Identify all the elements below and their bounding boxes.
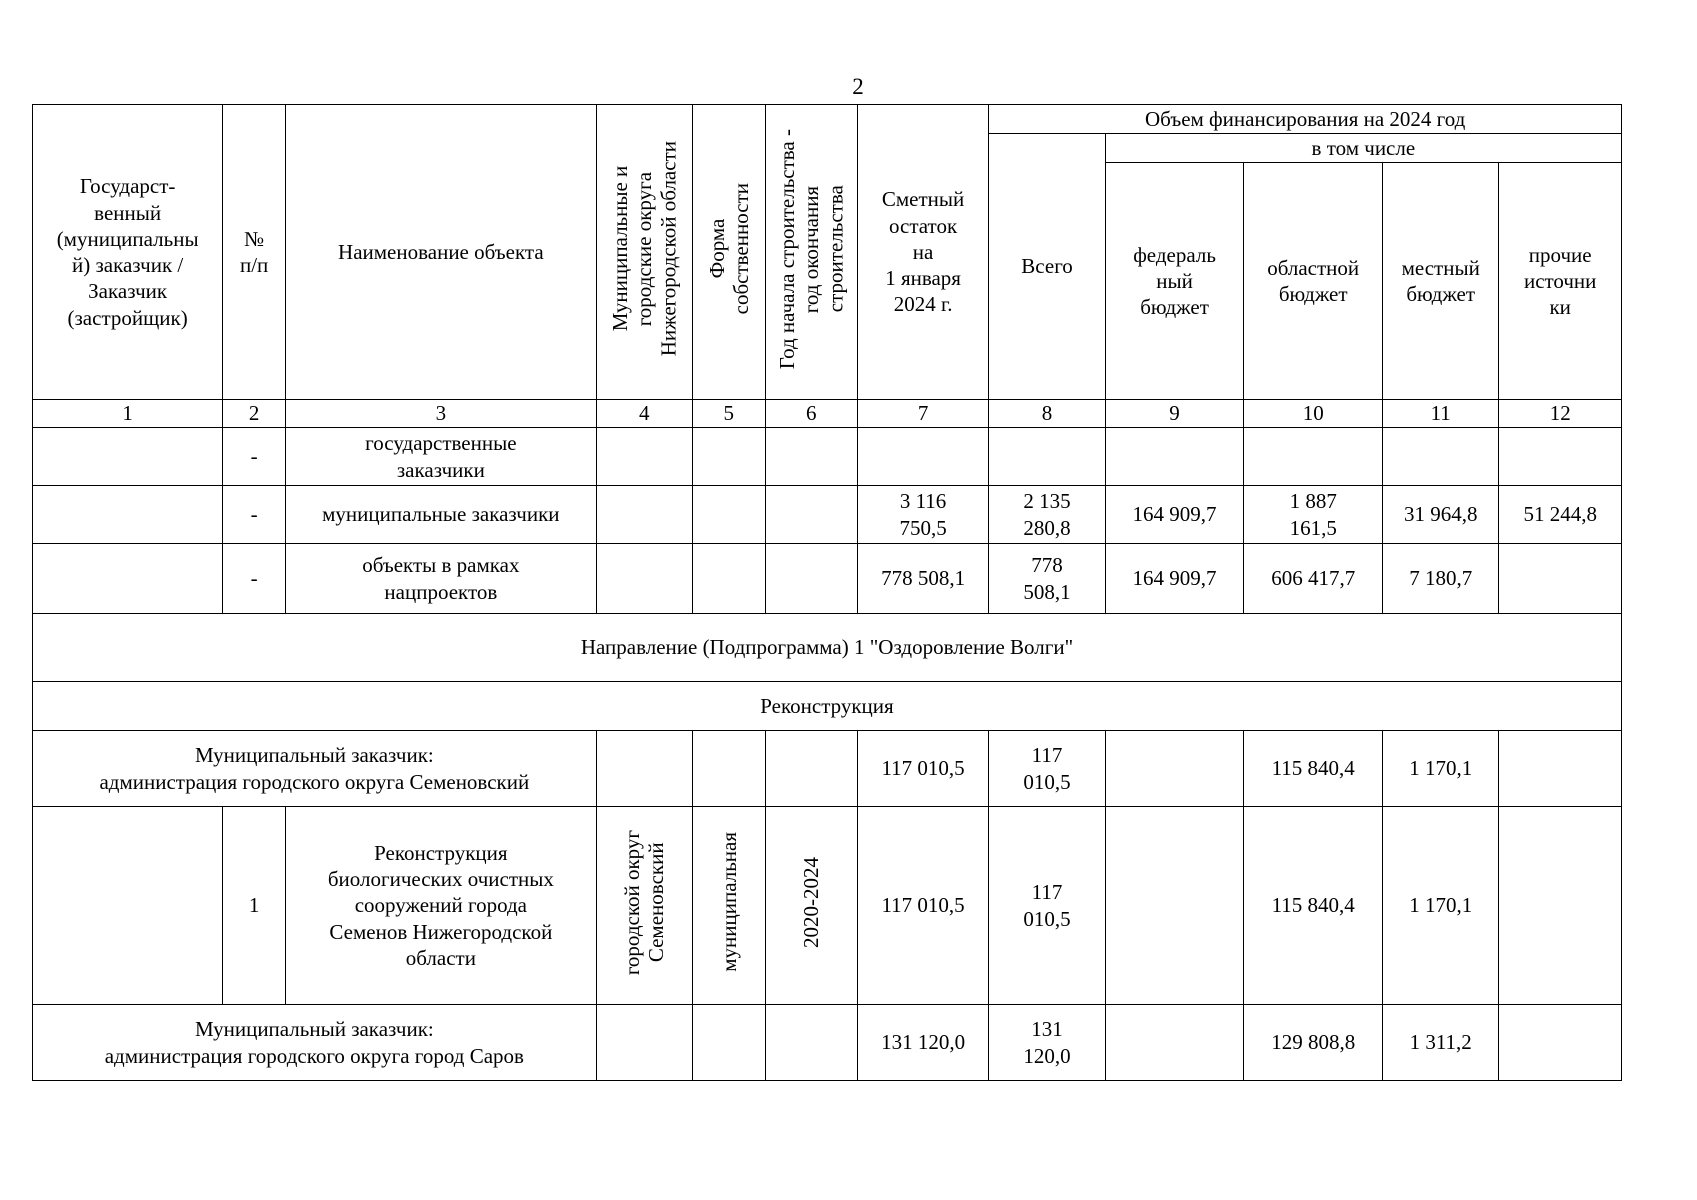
column-number: 12 — [1499, 400, 1622, 428]
cell-municipality — [596, 544, 692, 614]
cell-other — [1499, 807, 1622, 1005]
cell-other — [1499, 1005, 1622, 1081]
cell-ownership: муниципальная — [692, 807, 765, 1005]
cell-municipality — [596, 486, 692, 544]
direction-title: Направление (Подпрограмма) 1 "Оздоровление Волги" — [33, 614, 1622, 682]
header-estimate: Сметный остаток на 1 января 2024 г. — [857, 105, 989, 400]
cell-ownership — [692, 544, 765, 614]
cell-total: 131 120,0 — [989, 1005, 1105, 1081]
cell-estimate — [857, 428, 989, 486]
column-number: 6 — [765, 400, 857, 428]
cell-ownership — [692, 1005, 765, 1081]
cell-years: 2020-2024 — [765, 807, 857, 1005]
section-title: Реконструкция — [33, 682, 1622, 731]
cell-years — [765, 544, 857, 614]
cell-estimate: 131 120,0 — [857, 1005, 989, 1081]
cell-other — [1499, 544, 1622, 614]
column-number: 8 — [989, 400, 1105, 428]
cell-regional: 129 808,8 — [1244, 1005, 1383, 1081]
cell-municipality — [596, 428, 692, 486]
column-number: 5 — [692, 400, 765, 428]
cell-local: 1 170,1 — [1383, 807, 1499, 1005]
table-row — [33, 544, 1622, 614]
cell-estimate: 3 116 750,5 — [857, 486, 989, 544]
header-total: Всего — [989, 134, 1105, 400]
cell-other — [1499, 731, 1622, 807]
cell-years — [765, 486, 857, 544]
cell-estimate: 117 010,5 — [857, 731, 989, 807]
cell-regional: 1 887 161,5 — [1244, 486, 1383, 544]
object-row — [33, 807, 1622, 1005]
header-number: № п/п — [223, 105, 286, 400]
header-row — [33, 105, 1622, 134]
cell-years — [765, 428, 857, 486]
column-number: 4 — [596, 400, 692, 428]
cell-name: Реконструкция биологических очистных сооружений города Семенов Нижегородской области — [286, 807, 597, 1005]
cell-total — [989, 428, 1105, 486]
cell-estimate: 778 508,1 — [857, 544, 989, 614]
cell-ownership — [692, 428, 765, 486]
cell-other — [1499, 428, 1622, 486]
header-local: местный бюджет — [1383, 163, 1499, 400]
cell-federal — [1105, 731, 1244, 807]
column-number: 11 — [1383, 400, 1499, 428]
customer-name: Муниципальный заказчик: администрация городского округа Семеновский — [33, 731, 597, 807]
cell-num: - — [223, 544, 286, 614]
cell-regional: 115 840,4 — [1244, 807, 1383, 1005]
cell-ownership — [692, 731, 765, 807]
cell-name: государственные заказчики — [286, 428, 597, 486]
cell-name: муниципальные заказчики — [286, 486, 597, 544]
cell-local: 31 964,8 — [1383, 486, 1499, 544]
cell-num: - — [223, 486, 286, 544]
cell-other: 51 244,8 — [1499, 486, 1622, 544]
header-including: в том числе — [1105, 134, 1621, 163]
cell-municipality — [596, 731, 692, 807]
cell-total: 117 010,5 — [989, 731, 1105, 807]
column-number: 7 — [857, 400, 989, 428]
cell-customer — [33, 428, 223, 486]
cell-regional — [1244, 428, 1383, 486]
table-row — [33, 428, 1622, 486]
cell-regional: 606 417,7 — [1244, 544, 1383, 614]
direction-row — [33, 614, 1622, 682]
cell-local — [1383, 428, 1499, 486]
cell-num: - — [223, 428, 286, 486]
column-number: 10 — [1244, 400, 1383, 428]
cell-federal — [1105, 807, 1244, 1005]
header-ownership: Форма собственности — [692, 105, 765, 400]
cell-local: 7 180,7 — [1383, 544, 1499, 614]
cell-ownership — [692, 486, 765, 544]
header-other: прочие источни ки — [1499, 163, 1622, 400]
cell-years — [765, 1005, 857, 1081]
column-number: 1 — [33, 400, 223, 428]
header-federal: федераль ный бюджет — [1105, 163, 1244, 400]
column-number: 2 — [223, 400, 286, 428]
header-object-name: Наименование объекта — [286, 105, 597, 400]
header-years: Год начала строительства - год окончания строительства — [765, 105, 857, 400]
cell-total: 778 508,1 — [989, 544, 1105, 614]
header-municipality: Муниципальные и городские округа Нижегородской области — [596, 105, 692, 400]
cell-federal: 164 909,7 — [1105, 486, 1244, 544]
cell-municipality — [596, 1005, 692, 1081]
page-number: 2 — [852, 74, 864, 99]
cell-years — [765, 731, 857, 807]
cell-local: 1 170,1 — [1383, 731, 1499, 807]
cell-customer — [33, 544, 223, 614]
customer-row-sarov — [33, 1005, 1622, 1081]
header-financing-title: Объем финансирования на 2024 год — [989, 105, 1622, 134]
cell-customer — [33, 486, 223, 544]
cell-customer — [33, 807, 223, 1005]
cell-total: 117 010,5 — [989, 807, 1105, 1005]
cell-municipality: городской округ Семеновский — [596, 807, 692, 1005]
cell-num: 1 — [223, 807, 286, 1005]
header-regional: областной бюджет — [1244, 163, 1383, 400]
cell-federal — [1105, 428, 1244, 486]
cell-estimate: 117 010,5 — [857, 807, 989, 1005]
cell-total: 2 135 280,8 — [989, 486, 1105, 544]
column-numbers-row — [33, 400, 1622, 428]
cell-federal — [1105, 1005, 1244, 1081]
customer-name: Муниципальный заказчик: администрация городского округа город Саров — [33, 1005, 597, 1081]
column-number: 9 — [1105, 400, 1244, 428]
cell-name: объекты в рамках нацпроектов — [286, 544, 597, 614]
cell-federal: 164 909,7 — [1105, 544, 1244, 614]
section-row — [33, 682, 1622, 731]
column-number: 3 — [286, 400, 597, 428]
cell-regional: 115 840,4 — [1244, 731, 1383, 807]
header-customer: Государст- венный (муниципальны й) заказчик / Заказчик (застройщик) — [33, 105, 223, 400]
financing-table — [32, 104, 1622, 1081]
cell-local: 1 311,2 — [1383, 1005, 1499, 1081]
customer-row-semenov — [33, 731, 1622, 807]
table-row — [33, 486, 1622, 544]
